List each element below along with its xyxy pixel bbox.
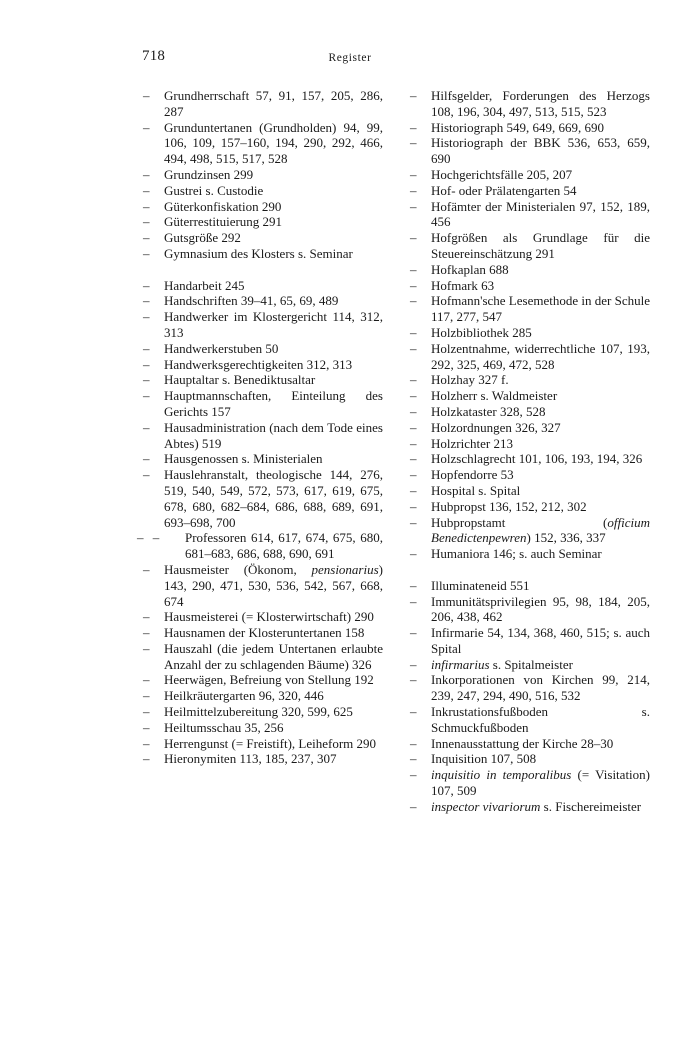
index-entry bbox=[141, 167, 383, 183]
entry-text: Hofämter der Ministerialen 97, 152, 189, 456 bbox=[431, 198, 650, 230]
entry-dash-marker: – bbox=[143, 198, 150, 214]
entry-text: Güterrestituierung 291 bbox=[164, 214, 283, 230]
index-entry bbox=[408, 293, 650, 325]
entry-text: Hilfsgelder, Forderungen des Herzogs 108, 196, 304, 497, 513, 515, 523 bbox=[431, 88, 650, 119]
entry-dash-marker: – bbox=[410, 166, 417, 182]
index-entry bbox=[141, 214, 383, 230]
entry-dash-marker: – bbox=[143, 467, 150, 483]
entry-text: Hopfendorre 53 bbox=[431, 467, 514, 483]
entry-text: Handschriften 39–41, 65, 69, 489 bbox=[164, 293, 339, 309]
entry-text: Hausmeister (Ökonom, bbox=[164, 561, 312, 577]
entry-dash-marker: – bbox=[143, 388, 150, 404]
entry-dash-marker: – bbox=[410, 625, 417, 641]
index-entry bbox=[141, 420, 383, 452]
entry-text: Illuminateneid 551 bbox=[431, 577, 530, 593]
entry-dash-marker: – bbox=[410, 656, 417, 672]
entry-text: ) 152, 336, 337 bbox=[526, 530, 606, 546]
entry-dash-marker: – bbox=[410, 672, 417, 688]
entry-italic-term: officium Benedictenpewren bbox=[431, 514, 650, 546]
entry-text: Handarbeit 245 bbox=[164, 277, 245, 293]
letter-section-gap bbox=[141, 262, 383, 278]
index-entry bbox=[141, 309, 383, 341]
entry-dash-marker: – bbox=[410, 467, 417, 483]
entry-italic-term: inspector vivariorum bbox=[431, 798, 541, 814]
entry-dash-marker: – bbox=[143, 704, 150, 720]
index-entry bbox=[408, 167, 650, 183]
entry-dash-marker: – bbox=[410, 419, 417, 435]
entry-italic-term: inquisitio in temporalibus bbox=[431, 767, 572, 783]
index-subentry bbox=[137, 530, 383, 562]
entry-text: Historiograph 549, 649, 669, 690 bbox=[431, 119, 604, 135]
entry-text: Herrengunst (= Freistift), Leiheform 290 bbox=[164, 735, 377, 751]
entry-text: Gutsgröße 292 bbox=[164, 230, 241, 246]
entry-text: Holzentnahme, widerrechtliche 107, 193, 292, 325, 469, 472, 528 bbox=[431, 340, 650, 372]
entry-text: Humaniora 146; s. auch Seminar bbox=[431, 546, 602, 562]
entry-text: Holzkataster 328, 528 bbox=[431, 403, 546, 419]
entry-dash-marker: – bbox=[143, 166, 150, 182]
entry-dash-marker: – bbox=[410, 546, 417, 562]
index-entry bbox=[141, 736, 383, 752]
page-number: 718 bbox=[142, 48, 166, 64]
index-entry bbox=[141, 88, 383, 120]
entry-text: Hofgrößen als Grundlage für die Steuereinschätzung 291 bbox=[431, 230, 650, 261]
index-entry bbox=[408, 183, 650, 199]
entry-dash-marker: – bbox=[410, 498, 417, 514]
index-entry bbox=[141, 341, 383, 357]
entry-dash-marker: – bbox=[143, 182, 150, 198]
entry-dash-marker: – bbox=[143, 672, 150, 688]
entry-text: Infirmarie 54, 134, 368, 460, 515; s. auch Spital bbox=[431, 625, 650, 656]
entry-text: Historiograph der BBK 536, 653, 659, 690 bbox=[431, 135, 650, 167]
index-entry bbox=[408, 404, 650, 420]
index-entry bbox=[408, 483, 650, 499]
entry-dash-marker: – bbox=[410, 182, 417, 198]
entry-text: Heilmittelzubereitung 320, 599, 625 bbox=[164, 704, 353, 720]
index-entry bbox=[408, 672, 650, 704]
entry-dash-marker: – bbox=[410, 388, 417, 404]
entry-dash-marker: – bbox=[410, 514, 417, 530]
entry-text: Hauptaltar s. Benediktusaltar bbox=[164, 372, 316, 388]
entry-text: Inkorporationen von Kirchen 99, 214, 239, 247, 294, 490, 516, 532 bbox=[431, 672, 650, 704]
entry-dash-marker: – bbox=[410, 735, 417, 751]
entry-text: Güterkonfiskation 290 bbox=[164, 198, 282, 214]
entry-dash-marker: – bbox=[410, 704, 417, 720]
index-entry bbox=[408, 135, 650, 167]
entry-dash-marker: – bbox=[410, 230, 417, 246]
entry-text: Holzordnungen 326, 327 bbox=[431, 419, 561, 435]
entry-text: s. Spitalmeister bbox=[489, 656, 573, 672]
index-entry bbox=[141, 199, 383, 215]
entry-text: Hofmark 63 bbox=[431, 277, 495, 293]
entry-dash-marker: – bbox=[410, 340, 417, 356]
index-entry bbox=[408, 262, 650, 278]
entry-dash-marker: – bbox=[410, 198, 417, 214]
entry-dash-marker: – bbox=[143, 561, 150, 577]
index-entry bbox=[408, 372, 650, 388]
entry-text: Hubpropst 136, 152, 212, 302 bbox=[431, 498, 587, 514]
entry-dash-marker: – bbox=[143, 293, 150, 309]
index-entry bbox=[408, 736, 650, 752]
entry-dash-marker: – bbox=[410, 751, 417, 767]
index-entry bbox=[408, 767, 650, 799]
entry-dash-marker: – bbox=[410, 88, 417, 103]
entry-text: s. Fischereimeister bbox=[540, 798, 642, 814]
entry-text: Gustrei s. Custodie bbox=[164, 182, 264, 198]
entry-text: Holzherr s. Waldmeister bbox=[431, 388, 558, 404]
entry-text: Immunitätsprivilegien 95, 98, 184, 205, 206, 438, 462 bbox=[431, 593, 650, 625]
entry-dash-marker: – bbox=[410, 277, 417, 293]
entry-dash-marker: – bbox=[143, 372, 150, 388]
entry-text: Hauszahl (die jedem Untertanen erlaubte Anzahl der zu schlagenden Bäume) 326 bbox=[164, 640, 383, 672]
index-entry bbox=[408, 499, 650, 515]
index-entry bbox=[408, 278, 650, 294]
entry-dash-marker: – bbox=[410, 451, 417, 467]
index-entry bbox=[141, 372, 383, 388]
entry-dash-marker: – bbox=[410, 577, 417, 593]
entry-dash-marker: – bbox=[410, 798, 417, 814]
index-entry bbox=[408, 799, 650, 815]
entry-dash-marker: – bbox=[143, 688, 150, 704]
index-entry bbox=[141, 183, 383, 199]
entry-text: Hubpropstamt ( bbox=[431, 514, 608, 530]
index-entry bbox=[141, 625, 383, 641]
index-entry bbox=[408, 594, 650, 626]
index-entry bbox=[141, 451, 383, 467]
entry-text: Professoren 614, 617, 674, 675, 680, 681–683, 686, 688, 690, 691 bbox=[185, 530, 383, 562]
entry-dash-marker: – bbox=[143, 735, 150, 751]
entry-dash-marker: – bbox=[143, 356, 150, 372]
index-entry bbox=[408, 230, 650, 262]
index-entry bbox=[408, 751, 650, 767]
entry-text: (= Visitation) 107, 509 bbox=[431, 767, 650, 799]
entry-dash-marker: – bbox=[143, 719, 150, 735]
entry-text: ) 143, 290, 471, 530, 536, 542, 567, 668, 674 bbox=[164, 561, 383, 609]
entry-text: Hofmann'sche Lesemethode in der Schule 117, 277, 547 bbox=[431, 293, 650, 325]
running-title: Register bbox=[328, 52, 372, 64]
entry-text: Hospital s. Spital bbox=[431, 482, 521, 498]
index-entry bbox=[408, 467, 650, 483]
index-entry bbox=[408, 515, 650, 547]
entry-text: Innenausstattung der Kirche 28–30 bbox=[431, 735, 614, 751]
entry-dash-marker: – bbox=[143, 230, 150, 246]
entry-dash-marker: – bbox=[410, 593, 417, 609]
entry-dash-marker: – bbox=[143, 119, 150, 135]
index-entry bbox=[408, 420, 650, 436]
index-entry bbox=[141, 672, 383, 688]
entry-text: Grunduntertanen (Grundholden) 94, 99, 106, 109, 157–160, 194, 290, 292, 466, 494, 498, 515, 517, 528 bbox=[164, 119, 383, 167]
entry-dash-marker: – bbox=[143, 214, 150, 230]
entry-italic-term: infirmarius bbox=[431, 656, 490, 672]
index-entry bbox=[141, 293, 383, 309]
entry-text: Grundherrschaft 57, 91, 157, 205, 286, 287 bbox=[164, 88, 383, 119]
entry-dash-marker: – bbox=[410, 324, 417, 340]
index-entry bbox=[141, 704, 383, 720]
entry-text: Holzrichter 213 bbox=[431, 435, 513, 451]
entry-dash-marker: – bbox=[410, 135, 417, 151]
index-entry bbox=[408, 451, 650, 467]
index-column-right bbox=[408, 88, 650, 815]
index-entry bbox=[408, 436, 650, 452]
index-entry bbox=[141, 720, 383, 736]
letter-section-gap bbox=[408, 562, 650, 578]
entry-dash-marker: – bbox=[143, 640, 150, 656]
index-entry bbox=[141, 230, 383, 246]
entry-text: Inquisition 107, 508 bbox=[431, 751, 537, 767]
entry-text: Handwerker im Klostergericht 114, 312, 313 bbox=[164, 309, 383, 340]
entry-dash-marker: – bbox=[143, 309, 150, 325]
index-entry bbox=[141, 388, 383, 420]
index-entry bbox=[408, 657, 650, 673]
entry-dash-marker: – bbox=[410, 261, 417, 277]
entry-dash-marker: – bbox=[143, 340, 150, 356]
index-entry bbox=[408, 341, 650, 373]
entry-text: Heerwägen, Befreiung von Stellung 192 bbox=[164, 672, 374, 688]
index-entry bbox=[141, 278, 383, 294]
entry-text: Heiltumsschau 35, 256 bbox=[164, 719, 284, 735]
index-entry bbox=[141, 246, 383, 262]
entry-text: Hof- oder Prälatengarten 54 bbox=[431, 182, 577, 198]
entry-dash-marker: – bbox=[143, 451, 150, 467]
entry-dash-marker: – – bbox=[137, 530, 163, 546]
entry-text: Hofkaplan 688 bbox=[431, 261, 509, 277]
entry-dash-marker: – bbox=[143, 88, 150, 103]
entry-text: Holzbibliothek 285 bbox=[431, 324, 532, 340]
entry-text: Hausmeisterei (= Klosterwirtschaft) 290 bbox=[164, 609, 374, 625]
index-entry bbox=[408, 625, 650, 657]
index-entry bbox=[408, 88, 650, 120]
index-entry bbox=[408, 120, 650, 136]
index-entry bbox=[141, 751, 383, 767]
entry-text: Handwerkerstuben 50 bbox=[164, 340, 279, 356]
entry-dash-marker: – bbox=[143, 245, 150, 261]
entry-text: Gymnasium des Klosters s. Seminar bbox=[164, 245, 353, 261]
index-entry bbox=[408, 578, 650, 594]
index-entry bbox=[408, 704, 650, 736]
index-column-left bbox=[137, 88, 383, 767]
index-entry bbox=[141, 357, 383, 373]
entry-dash-marker: – bbox=[143, 609, 150, 625]
entry-text: Hausgenossen s. Ministerialen bbox=[164, 451, 323, 467]
entry-text: Holzschlagrecht 101, 106, 193, 194, 326 bbox=[431, 451, 643, 467]
index-entry bbox=[141, 688, 383, 704]
entry-dash-marker: – bbox=[143, 419, 150, 435]
entry-text: Grundzinsen 299 bbox=[164, 166, 254, 182]
entry-dash-marker: – bbox=[410, 435, 417, 451]
entry-text: Hausadministration (nach dem Tode eines Abtes) 519 bbox=[164, 419, 383, 451]
index-entry bbox=[408, 546, 650, 562]
entry-dash-marker: – bbox=[410, 119, 417, 135]
entry-dash-marker: – bbox=[143, 751, 150, 767]
index-entry bbox=[141, 609, 383, 625]
index-entry bbox=[408, 325, 650, 341]
entry-text: Handwerksgerechtigkeiten 312, 313 bbox=[164, 356, 353, 372]
entry-dash-marker: – bbox=[410, 293, 417, 309]
entry-dash-marker: – bbox=[143, 625, 150, 641]
entry-text: Holzhay 327 f. bbox=[431, 372, 509, 388]
entry-dash-marker: – bbox=[410, 482, 417, 498]
entry-text: Heilkräutergarten 96, 320, 446 bbox=[164, 688, 324, 704]
index-entry bbox=[141, 562, 383, 609]
index-entry bbox=[408, 199, 650, 231]
index-entry bbox=[141, 120, 383, 167]
entry-text: Hausnamen der Klosteruntertanen 158 bbox=[164, 625, 365, 641]
entry-dash-marker: – bbox=[410, 403, 417, 419]
index-entry bbox=[141, 641, 383, 673]
index-entry bbox=[408, 388, 650, 404]
entry-dash-marker: – bbox=[410, 767, 417, 783]
entry-text: Hieronymiten 113, 185, 237, 307 bbox=[164, 751, 337, 767]
entry-text: Inkrustationsfußboden s. Schmuckfußboden bbox=[431, 704, 650, 735]
entry-italic-term: pensionarius bbox=[311, 561, 379, 577]
entry-text: Hauslehranstalt, theologische 144, 276, 519, 540, 549, 572, 573, 617, 619, 675, 678, 680, 682–684, 686, 688, 689, 691, 693–698, 700 bbox=[164, 467, 383, 530]
entry-text: Hochgerichtsfälle 205, 207 bbox=[431, 166, 573, 182]
entry-dash-marker: – bbox=[410, 372, 417, 388]
entry-dash-marker: – bbox=[143, 277, 150, 293]
entry-text: Hauptmannschaften, Einteilung des Gerichts 157 bbox=[164, 388, 383, 419]
index-entry bbox=[141, 467, 383, 530]
